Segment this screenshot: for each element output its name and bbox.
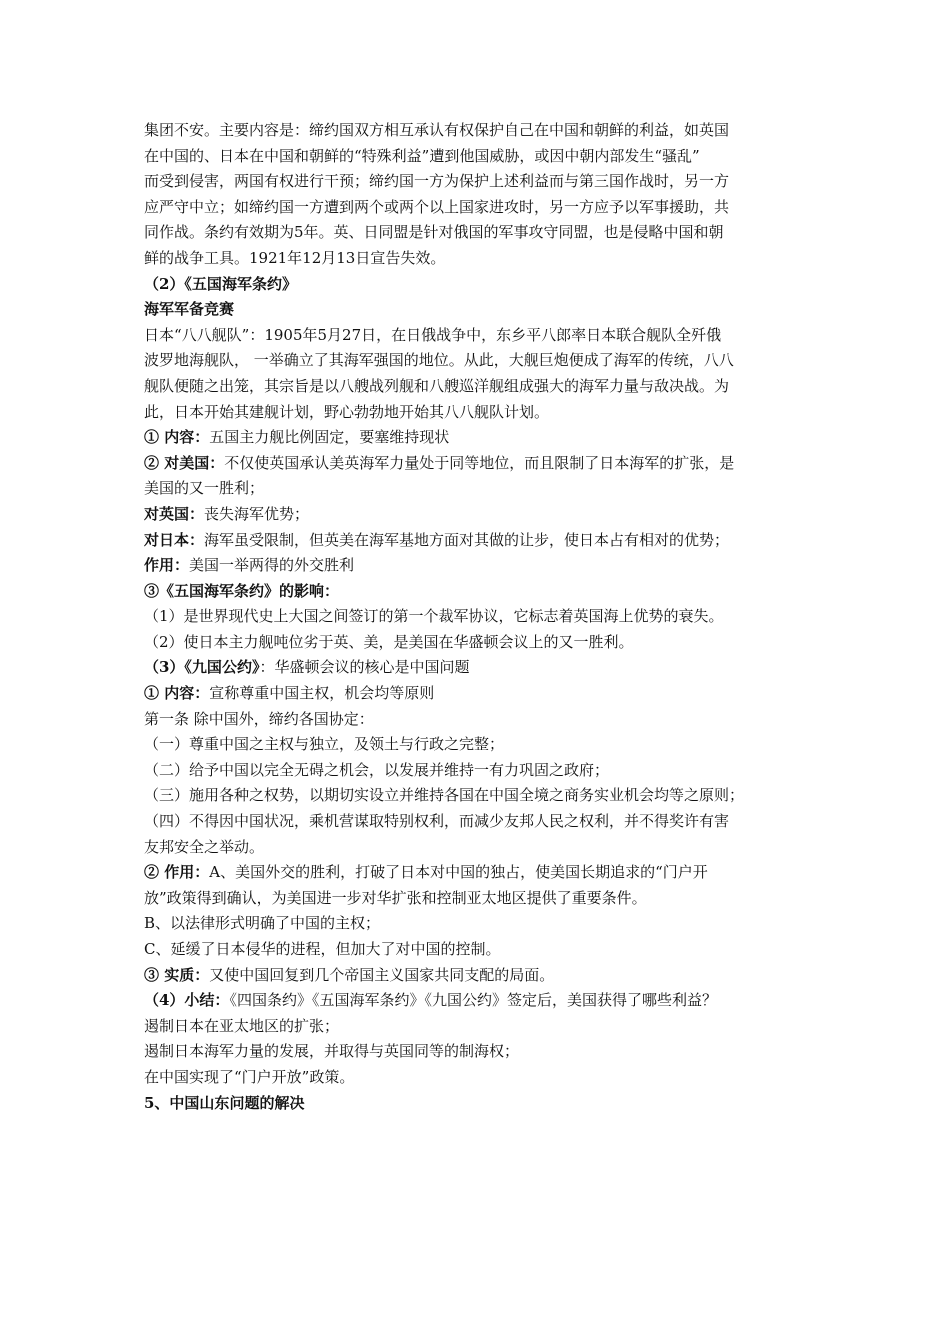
text-line: 日本“八八舰队”：1905年5月27日，在日俄战争中，东乡平八郎率日本联合舰队全歼俄	[144, 325, 722, 344]
article-line: （三）施用各种之权势，以期切实设立并维持各国在中国全境之商务实业机会均等之原则；	[144, 786, 745, 805]
uk-line	[144, 502, 812, 528]
list-item: 遏制日本海军力量的发展，并取得与英国同等的制海权；	[144, 1042, 520, 1061]
heading-arms-race: 海军军备竞赛	[144, 300, 235, 319]
content-text: 五国主力舰比例固定，要塞维持现状	[209, 428, 450, 447]
text-line: B、以法律形式明确了中国的主权；	[144, 914, 381, 933]
content-line	[144, 681, 812, 707]
essence-line	[144, 963, 812, 989]
japan-line	[144, 528, 812, 554]
content-label: ① 内容：	[144, 684, 210, 703]
article-line: （四）不得因中国状况，乘机营谋取特别权利，而减少友邦人民之权利，并不得奖许有害	[144, 812, 730, 831]
list-item: （2）使日本主力舰吨位劣于英、美，是美国在华盛顿会议上的又一胜利。	[144, 632, 634, 651]
list-item: 在中国实现了“门户开放”政策。	[144, 1067, 355, 1086]
text-line: 波罗地海舰队， 一举确立了其海军强国的地位。从此，大舰巨炮便成了海军的传统，八八	[144, 351, 734, 370]
effect-text: A、美国外交的胜利，打破了日本对中国的独占，使美国长期追求的“门户开	[209, 863, 708, 882]
usa-line	[144, 451, 812, 477]
japan-text: 海军虽受限制，但英美在海军基地方面对其做的让步，使日本占有相对的优势；	[204, 530, 730, 549]
effect-text: 美国一举两得的外交胜利	[189, 556, 355, 575]
text-line: 在中国的、日本在中国和朝鲜的“特殊利益”遭到他国威胁，或因中朝内部发生“骚乱”	[144, 146, 700, 165]
document-page	[144, 118, 812, 1116]
essence-label: ③ 实质：	[144, 965, 210, 984]
text-line: 舰队便随之出笼，其宗旨是以八艘战列舰和八艘巡洋舰组成强大的海军力量与敌决战。为	[144, 376, 730, 395]
nine-power-line	[144, 655, 812, 681]
usa-text: 不仅使英国承认美英海军力量处于同等地位，而且限制了日本海军的扩张，是	[224, 453, 735, 472]
article-line: （二）给予中国以完全无碍之机会，以发展并维持一有力巩固之政府；	[144, 760, 610, 779]
list-item: 遏制日本在亚太地区的扩张；	[144, 1016, 340, 1035]
text-line: 而受到侵害，两国有权进行干预；缔约国一方为保护上述利益而与第三国作战时，另一方	[144, 172, 730, 191]
effect-line	[144, 860, 812, 886]
text-line: 此，日本开始其建舰计划，野心勃勃地开始其八八舰队计划。	[144, 402, 550, 421]
article-line: 第一条 除中国外，缔约各国协定：	[144, 709, 374, 728]
summary-text: 《四国条约》《五国海军条约》《九国公约》签定后，美国获得了哪些利益？	[229, 991, 717, 1010]
text-line: 鲜的战争工具。1921年12月13日宣告失效。	[144, 248, 446, 267]
content-line	[144, 425, 812, 451]
summary-label: （4）小结：	[144, 991, 230, 1010]
article-line: 友邦安全之举动。	[144, 837, 265, 856]
text-line: C、延缓了日本侵华的进程，但加大了对中国的控制。	[144, 940, 501, 958]
text-line: 美国的又一胜利；	[144, 479, 265, 498]
list-item: （1）是世界现代史上大国之间签订的第一个裁军协议，它标志着英国海上优势的衰失。	[144, 607, 724, 626]
content-text: 宣称尊重中国主权，机会均等原则	[209, 684, 435, 703]
heading-shandong: 5、中国山东问题的解决	[144, 1093, 305, 1112]
text-line: 放”政策得到确认，为美国进一步对华扩张和控制亚太地区提供了重要条件。	[144, 888, 647, 907]
effect-label: ② 作用：	[144, 863, 210, 882]
uk-label: 对英国：	[144, 504, 205, 523]
summary-line	[144, 988, 812, 1014]
article-line: （一）尊重中国之主权与独立，及领土与行政之完整；	[144, 735, 505, 754]
effect-line	[144, 553, 812, 579]
japan-label: 对日本：	[144, 530, 205, 549]
text-line: 集团不安。主要内容是：缔约国双方相互承认有权保护自己在中国和朝鲜的利益，如英国	[144, 121, 730, 139]
usa-label: ② 对美国：	[144, 453, 225, 472]
text-line: 同作战。条约有效期为5年。英、日同盟是针对俄国的军事攻守同盟，也是侵略中国和朝	[144, 223, 724, 242]
nine-power-text: ：华盛顿会议的核心是中国问题	[259, 658, 470, 677]
nine-power-label: （3）《九国公约》	[144, 658, 260, 677]
uk-text: 丧失海军优势；	[204, 504, 310, 523]
heading-influence: ③《五国海军条约》的影响：	[144, 581, 340, 600]
content-label: ① 内容：	[144, 428, 210, 447]
text-line: 应严守中立；如缔约国一方遭到两个或两个以上国家进攻时，另一方应予以军事援助，共	[144, 197, 730, 216]
heading-five-power-treaty: （2）《五国海军条约》	[144, 274, 297, 293]
essence-text: 又使中国回复到几个帝国主义国家共同支配的局面。	[209, 965, 555, 984]
effect-label: 作用：	[144, 556, 190, 575]
